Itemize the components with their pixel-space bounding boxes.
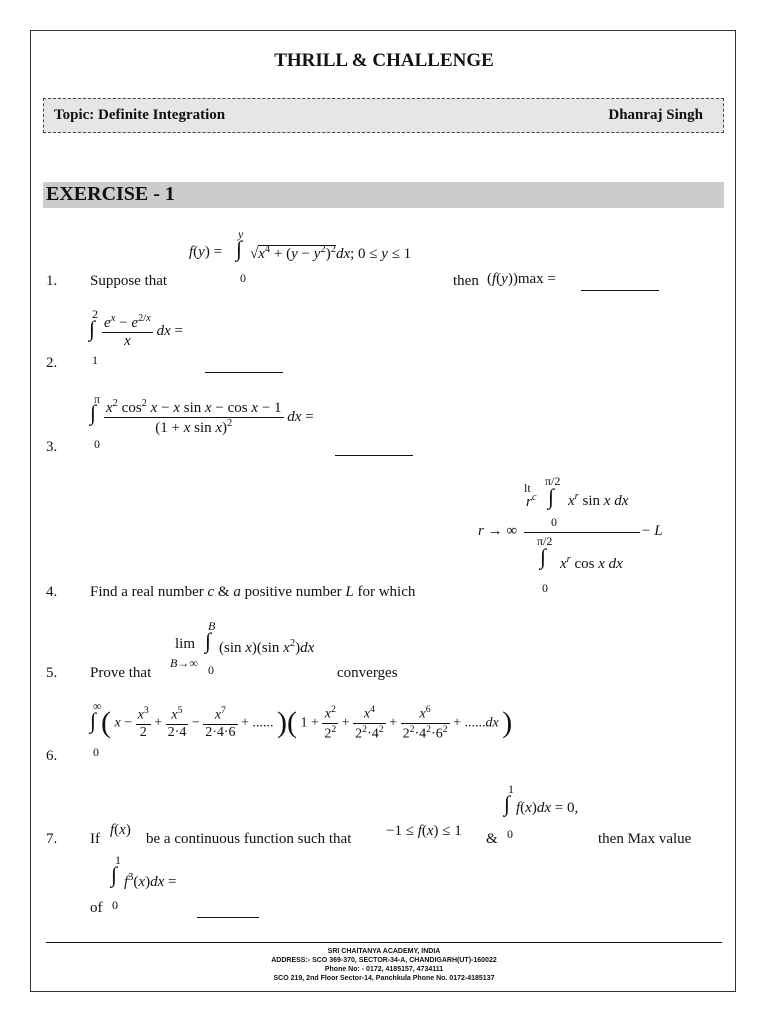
integral-upper-limit: B xyxy=(208,619,216,633)
footer-divider xyxy=(46,942,722,943)
integral-upper-limit: ∞ xyxy=(93,699,102,713)
integral-upper-limit: π/2 xyxy=(545,474,561,488)
math-formula: (f(y))max = xyxy=(487,271,556,287)
math-formula: ( x − $\frac{x^3}{2}$ + $\frac{x^5}{2\cdot 4}$ − $\frac{x^7}{2\cdot 4\cdot 6}$ + ...... )( 1 + $\frac{x^2}{2^2}$ + $\frac{x^4}{2^2\cdot 4^2}$ + $\frac{x^6}{2^2\cdot 4^2\cdot 6^2}$ + ......dx ) xyxy=(101,704,513,742)
question-number: 6. xyxy=(46,748,58,764)
question-text: of xyxy=(90,900,103,916)
integral-upper-limit: 1 xyxy=(508,782,514,796)
math-formula: − L xyxy=(642,523,663,539)
integral-upper-limit: 1 xyxy=(115,853,121,867)
math-formula: $x^r$ sin x dx xyxy=(568,491,629,509)
section-header xyxy=(43,182,724,208)
math-formula: $x^r$ cos x dx xyxy=(560,554,623,572)
math-formula: r → ∞ xyxy=(478,523,518,539)
math-formula: (sin x)(sin $x^2)dx$ xyxy=(219,638,315,656)
question-number: 4. xyxy=(46,584,58,600)
math-formula: lt xyxy=(524,481,531,495)
integral-lower-limit: 0 xyxy=(208,663,214,677)
author-name: Dhanraj Singh xyxy=(608,107,703,123)
integral-symbol: ∫ xyxy=(236,236,243,261)
integral-lower-limit: 0 xyxy=(507,827,513,841)
question-text: be a continuous function such that xyxy=(146,831,352,847)
math-formula: f(x)dx = 0, xyxy=(516,800,579,816)
integral-lower-limit: 0 xyxy=(240,271,246,285)
integral-symbol: ∫ xyxy=(205,628,212,653)
section-title: EXERCISE - 1 xyxy=(46,183,175,205)
integral-lower-limit: 0 xyxy=(93,745,99,759)
footer-line: SCO 219, 2nd Floor Sector-14, Panchkula Phone No. 0172-4185137 xyxy=(273,975,495,982)
question-number: 2. xyxy=(46,355,58,371)
math-formula: $\frac{x^2 \cos^2 x - x \sin x - \cos x - 1}{(1 + x \sin x)^2}$ dx = xyxy=(106,398,314,436)
footer-line: SRI CHAITANYA ACADEMY, INDIA xyxy=(327,948,441,955)
integral-lower-limit: 1 xyxy=(92,353,98,367)
question-number: 5. xyxy=(46,665,58,681)
integral-upper-limit: π xyxy=(94,392,101,406)
page-title: THRILL & CHALLENGE xyxy=(274,50,494,71)
math-formula: f(x) xyxy=(110,822,131,838)
integral-symbol: ∫ xyxy=(90,708,97,733)
math-formula: $\frac{e^x - e^{2/x}}{x}$ dx = xyxy=(104,313,183,349)
math-formula: $√x^4 + (y - y^2)^2dx$; 0 ≤ y ≤ 1 xyxy=(250,244,412,262)
math-formula: B→∞ xyxy=(170,656,198,670)
math-formula: −1 ≤ f(x) ≤ 1 xyxy=(386,823,462,839)
math-formula: $r^c$ xyxy=(526,492,537,510)
integral-upper-limit: y xyxy=(238,227,244,241)
question-text: Suppose that xyxy=(90,273,168,289)
math-formula: $f^3(x)dx$ = xyxy=(124,872,177,890)
question-number: 3. xyxy=(46,439,58,455)
answer-blank[interactable] xyxy=(205,371,283,373)
question-number: 1. xyxy=(46,273,58,289)
question-text: Prove that xyxy=(90,665,152,681)
topic-bar xyxy=(43,98,724,133)
integral-symbol: ∫ xyxy=(90,400,97,425)
answer-blank[interactable] xyxy=(197,916,259,918)
integral-lower-limit: 0 xyxy=(542,581,548,595)
math-formula: lim xyxy=(175,636,196,652)
question-text: Find a real number c & a positive number L for which xyxy=(90,584,416,600)
answer-blank[interactable] xyxy=(335,454,413,456)
integral-symbol: ∫ xyxy=(540,544,547,569)
integral-upper-limit: 2 xyxy=(92,307,98,321)
integral-lower-limit: 0 xyxy=(94,437,100,451)
question-number: 7. xyxy=(46,831,58,847)
integral-symbol: ∫ xyxy=(548,484,555,509)
answer-blank[interactable] xyxy=(581,289,659,291)
integral-symbol: ∫ xyxy=(89,316,96,341)
footer-line: ADDRESS:- SCO 369-370, SECTOR-34-A, CHANDIGARH(UT)-160022 xyxy=(271,957,497,964)
integral-upper-limit: π/2 xyxy=(537,534,553,548)
question-text: then xyxy=(453,273,479,289)
integral-lower-limit: 0 xyxy=(112,898,118,912)
integral-symbol: ∫ xyxy=(111,862,118,887)
question-text: converges xyxy=(337,665,398,681)
topic-label: Topic: Definite Integration xyxy=(54,107,226,123)
footer-line: Phone No: - 0172, 4185157, 4734111 xyxy=(324,966,444,973)
math-formula: f(y) = xyxy=(189,244,223,260)
integral-symbol: ∫ xyxy=(504,791,511,816)
integral-lower-limit: 0 xyxy=(551,515,557,529)
question-text: then Max value xyxy=(598,831,692,847)
question-text: If xyxy=(90,831,100,847)
question-text: & xyxy=(486,831,498,847)
